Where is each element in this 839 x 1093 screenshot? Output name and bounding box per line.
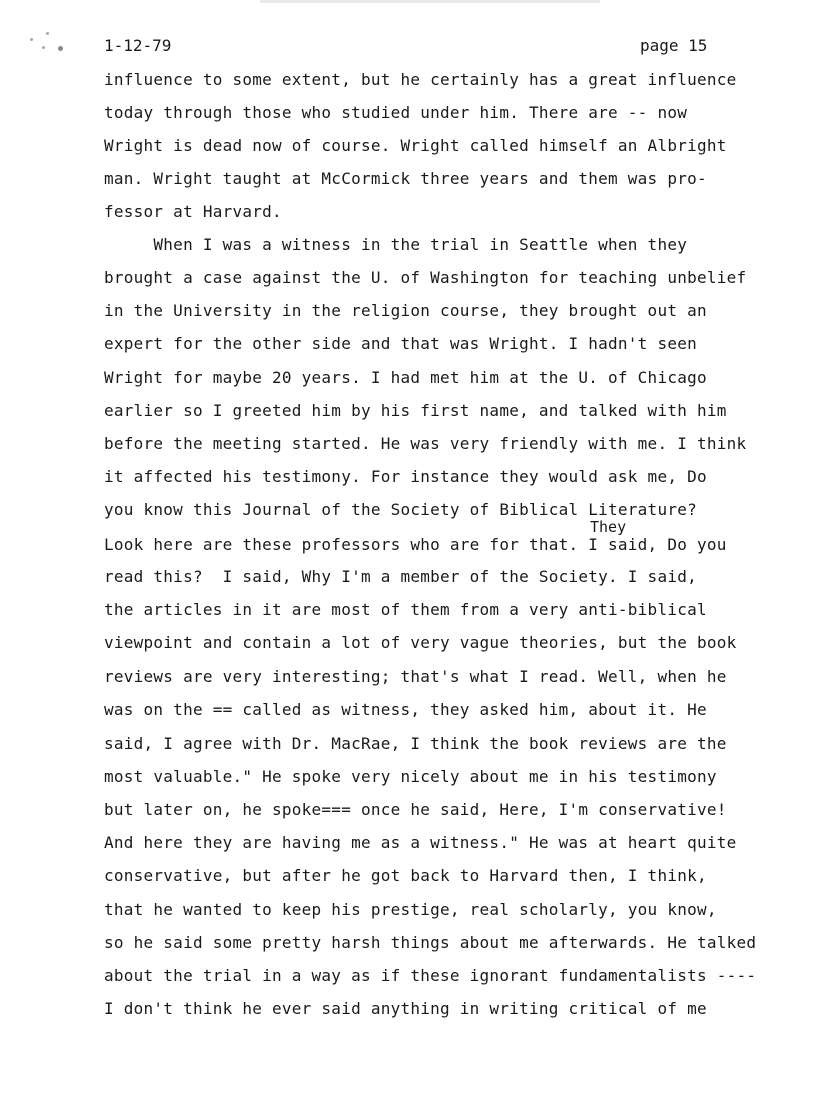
text-line: reviews are very interesting; that's what I read. Well, when he xyxy=(104,667,727,686)
text-line: before the meeting started. He was very friendly with me. I think xyxy=(104,434,747,453)
scan-artifact xyxy=(260,0,600,3)
text-line: Look here are these professors who are for that. I said, Do you xyxy=(104,535,727,554)
text-line: you know this Journal of the Society of Biblical Literature? xyxy=(104,500,697,519)
text-line: fessor at Harvard. xyxy=(104,202,282,221)
text-line: so he said some pretty harsh things about me afterwards. He talked xyxy=(104,933,757,952)
text-line: in the University in the religion course, they brought out an xyxy=(104,301,707,320)
text-line: viewpoint and contain a lot of very vague theories, but the book xyxy=(104,633,737,652)
header-date: 1-12-79 xyxy=(104,36,172,55)
paragraph-first-line: When I was a witness in the trial in Seattle when they xyxy=(104,235,688,254)
text-line: but later on, he spoke=== once he said, Here, I'm conservative! xyxy=(104,800,727,819)
text-line: conservative, but after he got back to Harvard then, I think, xyxy=(104,866,707,885)
text-line: it affected his testimony. For instance they would ask me, Do xyxy=(104,467,707,486)
text-line: earlier so I greeted him by his first name, and talked with him xyxy=(104,401,727,420)
text-line: expert for the other side and that was Wright. I hadn't seen xyxy=(104,334,697,353)
text-line: brought a case against the U. of Washington for teaching unbelief xyxy=(104,268,747,287)
text-line: about the trial in a way as if these ignorant fundamentalists ---- xyxy=(104,966,757,985)
text-line: man. Wright taught at McCormick three years and them was pro- xyxy=(104,169,707,188)
header-page-number: page 15 xyxy=(640,36,708,55)
text-line: that he wanted to keep his prestige, real scholarly, you know, xyxy=(104,900,717,919)
text-line: the articles in it are most of them from a very anti-biblical xyxy=(104,600,707,619)
text-line: today through those who studied under him. There are -- now xyxy=(104,103,688,122)
text-line: was on the == called as witness, they asked him, about it. He xyxy=(104,700,707,719)
scan-specks xyxy=(20,20,80,70)
text-line: I don't think he ever said anything in writing critical of me xyxy=(104,999,707,1018)
text-line: Wright for maybe 20 years. I had met him at the U. of Chicago xyxy=(104,368,707,387)
text-line: Wright is dead now of course. Wright called himself an Albright xyxy=(104,136,727,155)
text-line: most valuable." He spoke very nicely about me in his testimony xyxy=(104,767,717,786)
interlinear-insert: They xyxy=(590,518,627,536)
text-line: And here they are having me as a witness." He was at heart quite xyxy=(104,833,737,852)
text-line: influence to some extent, but he certainly has a great influence xyxy=(104,70,737,89)
text-line: read this? I said, Why I'm a member of the Society. I said, xyxy=(104,567,697,586)
text-line: said, I agree with Dr. MacRae, I think the book reviews are the xyxy=(104,734,727,753)
